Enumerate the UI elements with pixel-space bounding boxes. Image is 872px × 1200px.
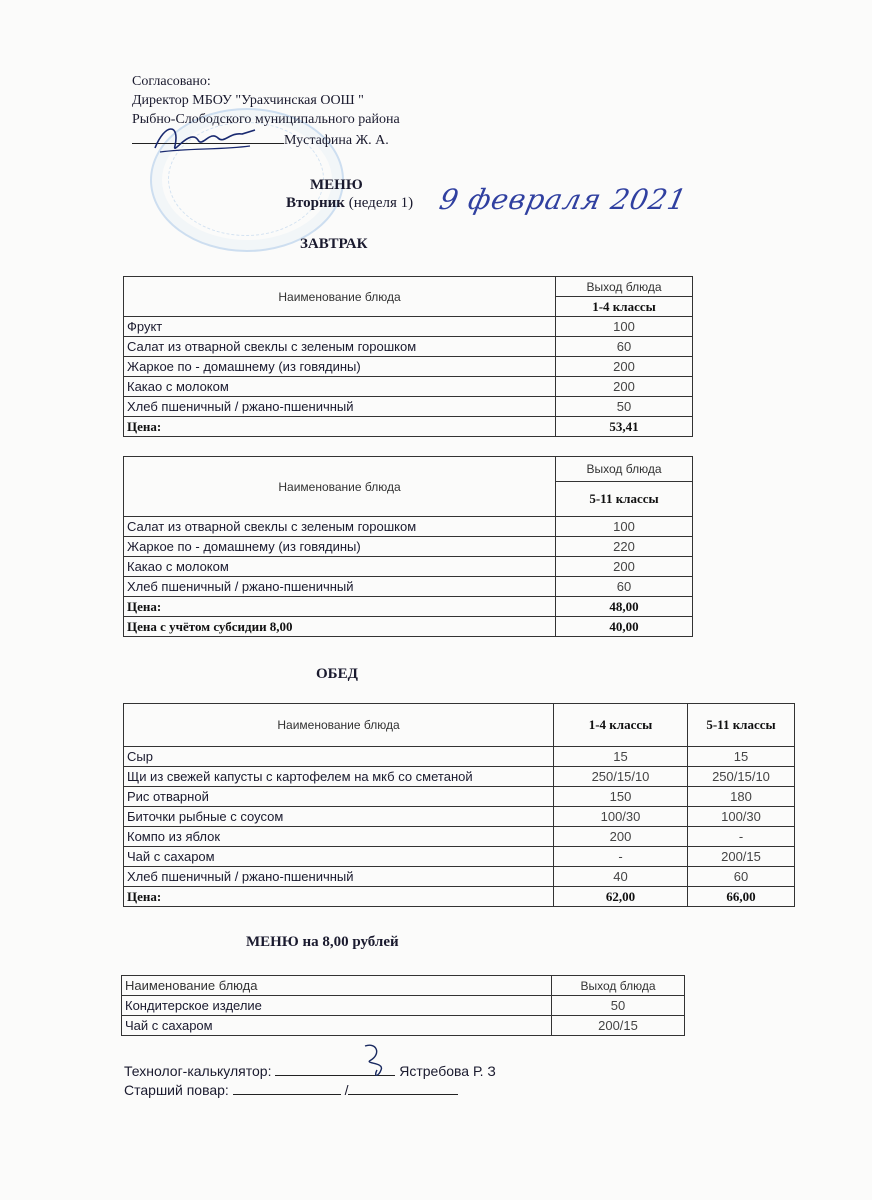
price-label: Цена: [124,887,554,907]
dish-output-5-11: 60 [688,867,795,887]
subsidy-price-value: 40,00 [556,617,693,637]
price-value-5-11: 66,00 [688,887,795,907]
cook-label: Старший повар: [124,1082,229,1098]
price-label: Цена: [124,597,556,617]
dish-output-1-4: 15 [554,747,688,767]
dish-name: Чай с сахаром [124,847,554,867]
table-row [122,1016,685,1036]
table-row [124,577,693,597]
dish-name: Хлеб пшеничный / ржано-пшеничный [124,577,556,597]
dish-output-1-4: 200 [554,827,688,847]
day-name: Вторник [286,195,345,211]
dish-name: Салат из отварной свеклы с зеленым горошком [124,517,556,537]
table-row [124,377,693,397]
table-row [124,807,795,827]
dish-output-5-11: 250/15/10 [688,767,795,787]
dish-output: 200 [556,377,693,397]
subsidy-price-row [124,617,693,637]
table-row [124,767,795,787]
menu8-table [121,975,685,1036]
breakfast-table-5-11 [123,456,693,637]
day-line [286,195,413,212]
technologist-label: Технолог-калькулятор: [124,1063,272,1079]
dish-output-5-11: 100/30 [688,807,795,827]
col-dish-name: Наименование блюда [124,457,556,517]
table-row [124,787,795,807]
dish-output: 200 [556,557,693,577]
dish-output: 60 [556,337,693,357]
dish-name: Биточки рыбные с соусом [124,807,554,827]
cook-separator: / [344,1082,349,1098]
dish-output: 200/15 [552,1016,685,1036]
dish-output-1-4: 250/15/10 [554,767,688,787]
menu-title: МЕНЮ [310,177,363,193]
menu8-title: МЕНЮ на 8,00 рублей [246,934,399,950]
lunch-table [123,703,795,907]
col-output: Выход блюда [556,457,693,482]
price-label: Цена: [124,417,556,437]
handwritten-date: 9 февраля 2021 [436,183,691,216]
col-output: Выход блюда [556,277,693,297]
dish-output-1-4: 100/30 [554,807,688,827]
dish-name: Сыр [124,747,554,767]
dish-output-5-11: - [688,827,795,847]
dish-name: Кондитерское изделие [122,996,552,1016]
technologist-signature [355,1040,405,1080]
col-dish-name: Наименование блюда [122,976,552,996]
table-row [124,827,795,847]
dish-name: Рис отварной [124,787,554,807]
breakfast-title: ЗАВТРАК [300,236,368,252]
dish-name: Жаркое по - домашнему (из говядины) [124,537,556,557]
dish-output: 60 [556,577,693,597]
dish-output-5-11: 180 [688,787,795,807]
dish-name: Какао с молоком [124,557,556,577]
director-signature [150,118,260,162]
dish-output-1-4: 150 [554,787,688,807]
table-row [124,847,795,867]
dish-output: 100 [556,317,693,337]
dish-output-5-11: 200/15 [688,847,795,867]
approval-line-2: Директор МБОУ "Урахчинская ООШ " [132,93,364,108]
dish-name: Щи из свежей капусты с картофелем на мкб со сметаной [124,767,554,787]
price-value: 48,00 [556,597,693,617]
table-row [124,397,693,417]
table-row [124,317,693,337]
dish-name: Фрукт [124,317,556,337]
table-row [124,357,693,377]
dish-name: Чай с сахаром [122,1016,552,1036]
price-value: 53,41 [556,417,693,437]
dish-name: Салат из отварной свеклы с зеленым горошком [124,337,556,357]
cook-line [124,1081,458,1098]
technologist-name: Ястребова Р. З [399,1063,496,1079]
breakfast-table-1-4 [123,276,693,437]
subsidy-label: Цена с учётом субсидии 8,00 [124,617,556,637]
dish-name: Какао с молоком [124,377,556,397]
col-output: Выход блюда [552,976,685,996]
col-dish-name: Наименование блюда [124,277,556,317]
col-grade-1-4: 1-4 классы [554,704,688,747]
col-grade-5-11: 5-11 классы [556,482,693,517]
dish-output: 100 [556,517,693,537]
cook-name-line [348,1081,458,1095]
price-value-1-4: 62,00 [554,887,688,907]
price-row [124,887,795,907]
price-row [124,417,693,437]
dish-output-5-11: 15 [688,747,795,767]
col-grade-5-11: 5-11 классы [688,704,795,747]
dish-name: Хлеб пшеничный / ржано-пшеничный [124,867,554,887]
col-grade-1-4: 1-4 классы [556,297,693,317]
table-row [124,517,693,537]
dish-name: Компо из яблок [124,827,554,847]
table-row [124,337,693,357]
dish-output: 200 [556,357,693,377]
lunch-title: ОБЕД [316,666,358,682]
table-row [122,996,685,1016]
col-dish-name: Наименование блюда [124,704,554,747]
table-row [124,867,795,887]
dish-output: 50 [556,397,693,417]
cook-signature-line [233,1081,341,1095]
table-row [124,747,795,767]
dish-name: Жаркое по - домашнему (из говядины) [124,357,556,377]
approval-line-1: Согласовано: [132,74,211,89]
dish-output-1-4: 40 [554,867,688,887]
table-row [124,537,693,557]
dish-output-1-4: - [554,847,688,867]
dish-output: 50 [552,996,685,1016]
week-label: (неделя 1) [344,195,414,211]
technologist-line [124,1062,496,1079]
director-name: Мустафина Ж. А. [284,133,389,148]
dish-name: Хлеб пшеничный / ржано-пшеничный [124,397,556,417]
table-row [124,557,693,577]
approval-line-3: Рыбно-Слободского муниципального района [132,112,400,127]
price-row [124,597,693,617]
dish-output: 220 [556,537,693,557]
